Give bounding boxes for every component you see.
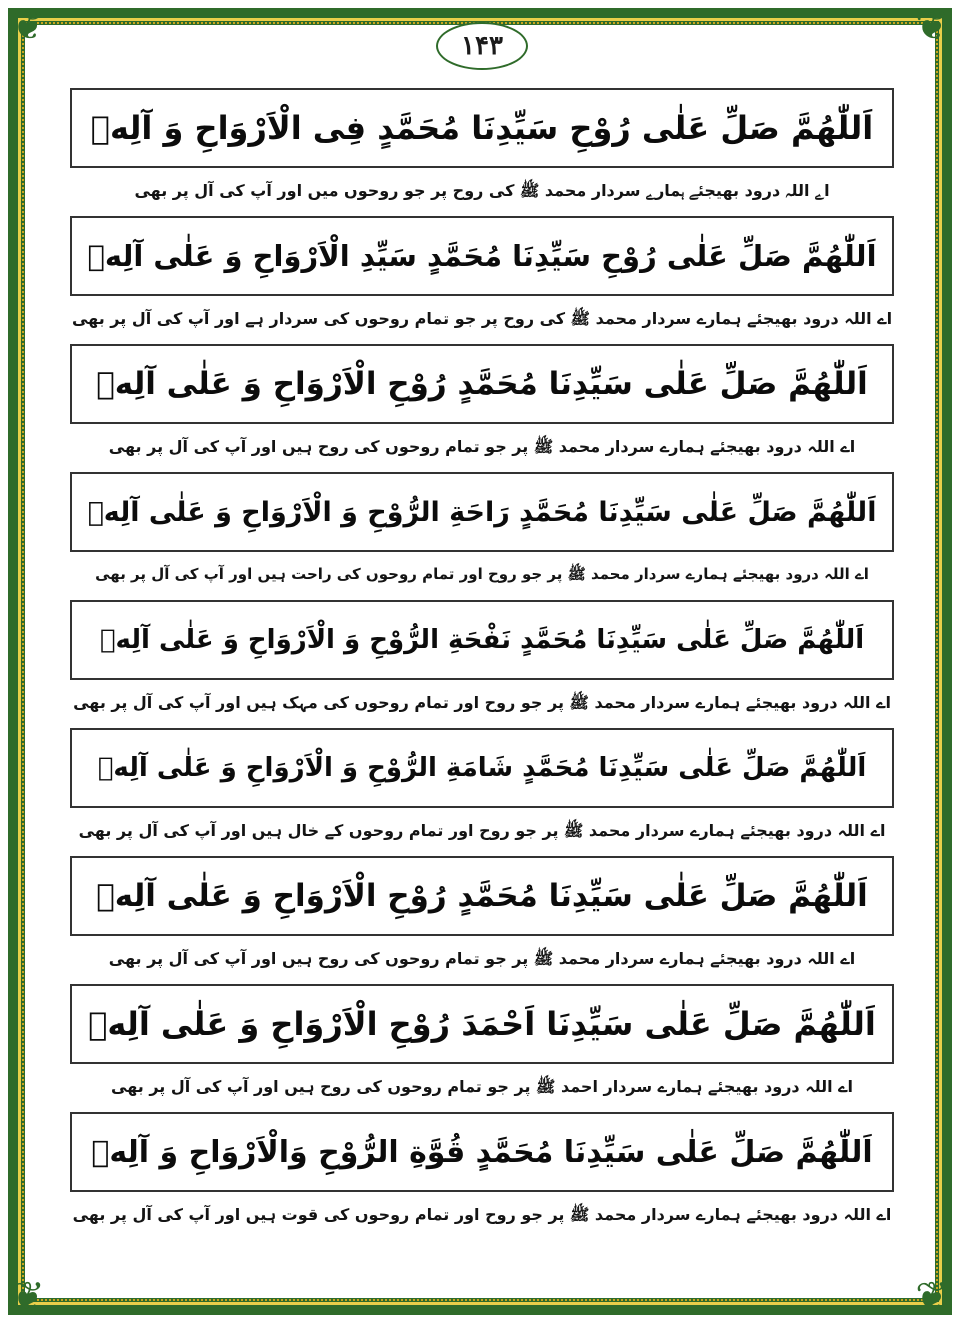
arabic-durood: اَللّٰهُمَّ صَلِّ عَلٰى سَيِّدِنَا مُحَمَّدٍ رُوْحِ الْاَرْوَاحِ وَ عَلٰى آلِهٖ: [70, 856, 894, 936]
ornament-corner-icon: ❦: [915, 1274, 949, 1320]
arabic-durood: اَللّٰهُمَّ صَلِّ عَلٰى سَيِّدِنَا مُحَمَّدٍ نَفْحَةِ الرُّوْحِ وَ الْاَرْوَاحِ وَ عَلٰى آلِهٖ: [70, 600, 894, 680]
durood-entry: [70, 984, 894, 1112]
urdu-translation: اے اللہ درود بھیجئے ہمارے سردار محمد ﷺ کی روح پر جو روحوں میں اور آپ کی آل پر بھی: [134, 180, 830, 200]
durood-entry: [70, 1112, 894, 1240]
ornament-corner-icon: ❦: [11, 1274, 45, 1320]
durood-entry: [70, 600, 894, 728]
arabic-durood: اَللّٰهُمَّ صَلِّ عَلٰى سَيِّدِنَا اَحْمَدَ رُوْحِ الْاَرْوَاحِ وَ عَلٰى آلِهٖ: [70, 984, 894, 1064]
page-number: ۱۴۳: [436, 22, 528, 70]
urdu-translation: اے اللہ درود بھیجئے ہمارے سردار محمد ﷺ پر جو تمام روحوں کی روح ہیں اور آپ کی آل پر بھی: [108, 948, 856, 968]
urdu-translation: اے اللہ درود بھیجئے ہمارے سردار احمد ﷺ پر جو تمام روحوں کی روح ہیں اور آپ کی آل پر بھی: [111, 1076, 854, 1096]
urdu-translation: اے اللہ درود بھیجئے ہمارے سردار محمد ﷺ پر جو روح اور تمام روحوں کی مہک ہیں اور آپ کی آل پر بھی: [73, 692, 891, 712]
arabic-durood: اَللّٰهُمَّ صَلِّ عَلٰى رُوْحِ سَيِّدِنَا مُحَمَّدٍ سَيِّدِ الْاَرْوَاحِ وَ عَلٰى آلِهٖ: [70, 216, 894, 296]
arabic-durood: اَللّٰهُمَّ صَلِّ عَلٰى سَيِّدِنَا مُحَمَّدٍ رُوْحِ الْاَرْوَاحِ وَ عَلٰى آلِهٖ: [70, 344, 894, 424]
ornament-corner-icon: ❦: [915, 3, 949, 49]
durood-entry: [70, 728, 894, 856]
durood-list: [70, 88, 894, 1240]
urdu-translation: اے اللہ درود بھیجئے ہمارے سردار محمد ﷺ پر جو تمام روحوں کی روح ہیں اور آپ کی آل پر بھی: [108, 436, 856, 456]
urdu-translation: اے اللہ درود بھیجئے ہمارے سردار محمد ﷺ پر جو روح اور تمام روحوں کی راحت ہیں اور آپ کی آل پر بھی: [95, 565, 869, 583]
urdu-translation: اے اللہ درود بھیجئے ہمارے سردار محمد ﷺ کی روح پر جو تمام روحوں کی سردار ہے اور آپ کی آل پر بھی: [71, 308, 893, 328]
urdu-translation: اے اللہ درود بھیجئے ہمارے سردار محمد ﷺ پر جو روح اور تمام روحوں کے خال ہیں اور آپ کی آل پر بھی: [78, 820, 886, 840]
durood-entry: [70, 856, 894, 984]
durood-entry: [70, 216, 894, 344]
durood-entry: [70, 472, 894, 600]
durood-entry: [70, 344, 894, 472]
arabic-durood: اَللّٰهُمَّ صَلِّ عَلٰى رُوْحِ سَيِّدِنَا مُحَمَّدٍ فِى الْاَرْوَاحِ وَ آلِهٖ: [70, 88, 894, 168]
ornament-corner-icon: ❦: [11, 3, 45, 49]
durood-entry: [70, 88, 894, 216]
arabic-durood: اَللّٰهُمَّ صَلِّ عَلٰى سَيِّدِنَا مُحَمَّدٍ رَاحَةِ الرُّوْحِ وَ الْاَرْوَاحِ وَ عَلٰى آلِهٖ: [70, 472, 894, 552]
arabic-durood: اَللّٰهُمَّ صَلِّ عَلٰى سَيِّدِنَا مُحَمَّدٍ قُوَّةِ الرُّوْحِ وَالْاَرْوَاحِ وَ آلِهٖ: [70, 1112, 894, 1192]
urdu-translation: اے اللہ درود بھیجئے ہمارے سردار محمد ﷺ پر جو روح اور تمام روحوں کی قوت ہیں اور آپ کی آل پر بھی: [72, 1204, 892, 1224]
arabic-durood: اَللّٰهُمَّ صَلِّ عَلٰى سَيِّدِنَا مُحَمَّدٍ شَامَةِ الرُّوْحِ وَ الْاَرْوَاحِ وَ عَلٰى آلِهٖ: [70, 728, 894, 808]
